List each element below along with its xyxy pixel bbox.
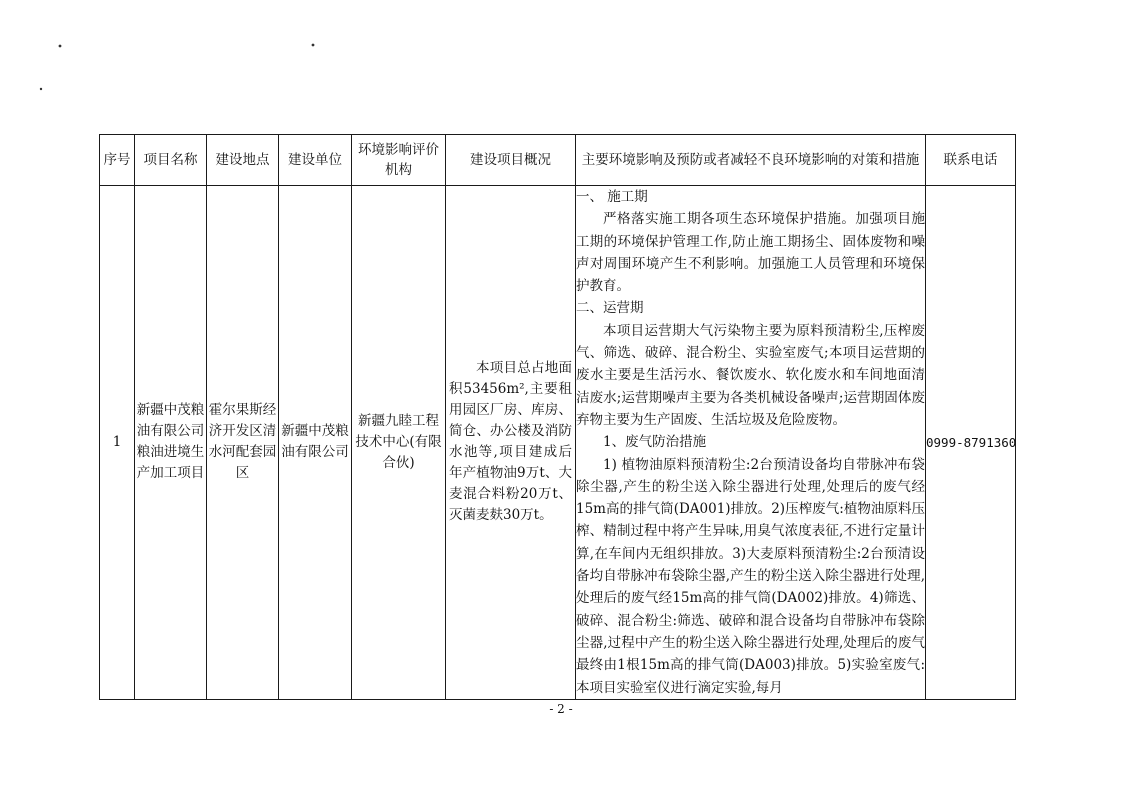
measures-paragraph: 本项目运营期大气污染物主要为原料预清粉尘,压榨废气、筛选、破碎、混合粉尘、实验室废气;本项目运营期的废水主要是生活污水、餐饮废水、软化废水和车间地面清洁废水;运营期噪声主要为各类机械设备噪声;运营期固体废弃物主要为生产固废、生活垃圾及危险废物。 [576,322,925,428]
header-row [100,135,1016,186]
project-table [99,134,1016,700]
measures-section-heading: 一、 施工期 [576,189,648,205]
measures-text [576,186,925,699]
speck [40,88,42,90]
header-eia-agency: 环境影响评价机构 [352,135,446,186]
header-phone: 联系电话 [926,135,1016,186]
row-phone: 0999-8791360 [926,186,1016,700]
measures-paragraph: 1、废气防治措施 [603,434,707,451]
header-measures: 主要环境影响及预防或者减轻不良环境影响的对策和措施 [576,135,926,186]
header-project-name: 项目名称 [135,135,207,186]
speck [59,45,62,48]
page-number: - 2 - [549,702,573,716]
row-location: 霍尔果斯经济开发区清水河配套园区 [207,186,279,700]
row-index: 1 [100,186,135,700]
row-measures [576,186,926,700]
measures-paragraph: 1) 植物油原料预清粉尘:2台预清设备均自带脉冲布袋除尘器,产生的粉尘送入除尘器进行处理,处理后的废气经15m高的排气筒(DA001)排放。2)压榨废气:植物油原料压榨、精制过程中将产生异味,用臭气浓度表征,不进行定量计算,在车间内无组织排放。3)大麦原料预清粉尘:2台预清设备均自带脉冲布袋除尘器,产生的粉尘送入除尘器进行处理,处理后的废气经15m高的排气筒(DA002)排放。4)筛选、破碎、混合粉尘:筛选、破碎和混合设备均自带脉冲布袋除尘器,过程中产生的粉尘送入除尘器进行处理,处理后的废气最终由1根15m高的排气筒(DA003)排放。5)实验室废气:本项目实验室仪进行滴定实验,每月 [576,456,925,696]
measures-section-heading: 二、运营期 [576,300,644,317]
header-overview: 建设项目概况 [446,135,576,186]
row-overview: 本项目总占地面积53456m²,主要租用园区厂房、库房、简仓、办公楼及消防水池等,项目建成后年产植物油9万t、大麦混合料粉20万t、灭菌麦麸30万t。 [446,186,576,700]
row-project-name: 新疆中茂粮油有限公司粮油进境生产加工项目 [135,186,207,700]
scan-specks [0,0,1122,120]
measures-paragraph: 严格落实施工期各项生态环境保护措施。加强项目施工期的环境保护管理工作,防止施工期扬尘、固体废物和噪声对周围环境产生不利影响。加强施工人员管理和环境保护教育。 [576,211,925,295]
row-builder: 新疆中茂粮油有限公司 [279,186,352,700]
row-eia-agency: 新疆九睦工程技术中心(有限合伙) [352,186,446,700]
header-index: 序号 [100,135,135,186]
speck [312,44,315,47]
header-builder: 建设单位 [279,135,352,186]
header-location: 建设地点 [207,135,279,186]
table-row [100,186,1016,700]
